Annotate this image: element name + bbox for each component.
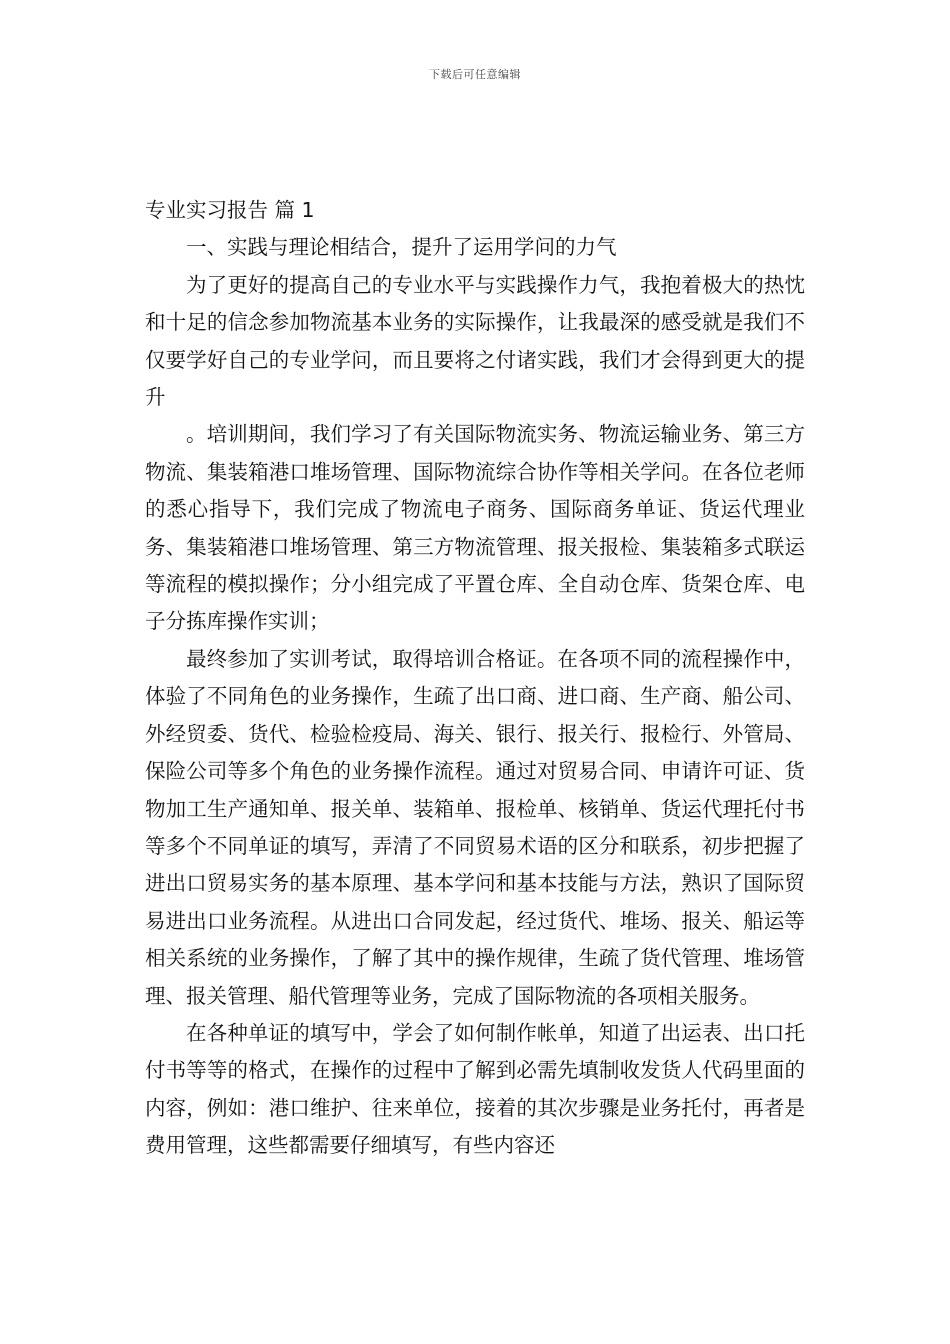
paragraph: 最终参加了实训考试，取得培训合格证。在各项不同的流程操作中，体验了不同角色的业务操作，生疏了出口商、进口商、生产商、船公司、外经贸委、货代、检验检疫局、海关、银行、报关行、报检行、外管局、保险公司等多个角色的业务操作流程。通过对贸易合同、申请许可证、货物加工生产通知单、报关单、装箱单、报检单、核销单、货运代理托付书等多个不同单证的填写，弄清了不同贸易术语的区分和联系，初步把握了进出口贸易实务的基本原理、基本学问和基本技能与方法，熟识了国际贸易进出口业务流程。从进出口合同发起，经过货代、堆场、报关、船运等相关系统的业务操作，了解了其中的操作规律，生疏了货代管理、堆场管理、报关管理、船代管理等业务，完成了国际物流的各项相关服务。 xyxy=(145,646,805,1008)
document-title: 专业实习报告 篇 1 xyxy=(145,198,315,222)
section-heading: 一、实践与理论相结合，提升了运用学问的力气 xyxy=(186,235,617,260)
document-body xyxy=(145,192,805,1165)
paragraph: 在各种单证的填写中，学会了如何制作帐单，知道了出运表、出口托付书等等的格式，在操作的过程中了解到必需先填制收发货人代码里面的内容，例如：港口维护、往来单位，接着的其次步骤是业务托付，再者是费用管理，这些都需要仔细填写，有些内容还 xyxy=(145,1020,805,1158)
paragraph: 。培训期间，我们学习了有关国际物流实务、物流运输业务、第三方物流、集装箱港口堆场管理、国际物流综合协作等相关学问。在各位老师的悉心指导下，我们完成了物流电子商务、国际商务单证、货运代理业务、集装箱港口堆场管理、第三方物流管理、报关报检、集装箱多式联运等流程的模拟操作；分小组完成了平置仓库、全自动仓库、货架仓库、电子分拣库操作实训； xyxy=(145,422,805,634)
paragraph: 为了更好的提高自己的专业水平与实践操作力气，我抱着极大的热忱和十足的信念参加物流基本业务的实际操作，让我最深的感受就是我们不仅要学好自己的专业学问，而且要将之付诸实践，我们才会得到更大的提升 xyxy=(145,272,805,410)
header-note: 下载后可任意编辑 xyxy=(429,68,521,81)
